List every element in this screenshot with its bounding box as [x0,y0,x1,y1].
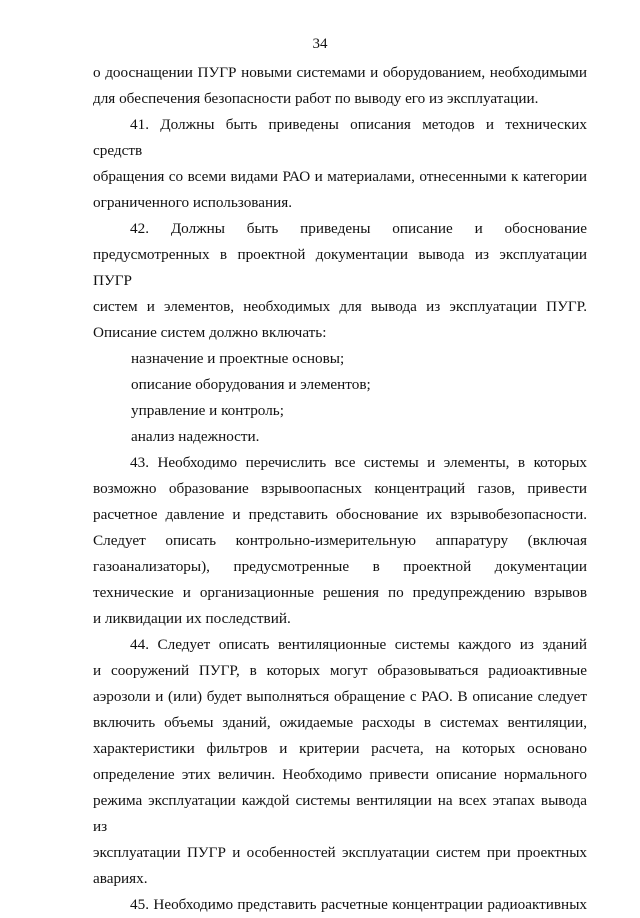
text-line: описание оборудования и элементов; [131,376,371,393]
text-line: Описание систем должно включать: [93,324,327,341]
text-line: назначение и проектные основы; [131,350,345,367]
text-line: определение этих величин. Необходимо привести описание нормального [93,766,587,783]
text-line: технические и организационные решения по предупреждению взрывов [93,584,587,601]
text-line: Следует описать контрольно-измерительную аппаратуру (включая [93,532,587,549]
text-line: режима эксплуатации каждой системы вентиляции на всех этапах вывода из [93,792,587,835]
text-line: ограниченного использования. [93,194,293,211]
text-line: возможно образование взрывоопасных концентраций газов, привести [93,480,587,497]
text-line: 42. Должны быть приведены описание и обоснование [130,220,587,237]
text-line: аэрозоли и (или) будет выполняться обращение с РАО. В описание следует [93,688,587,705]
text-line: 45. Необходимо представить расчетные концентрации радиоактивных [130,896,587,913]
text-line: расчетное давление и представить обоснование их взрывобезопасности. [93,506,587,523]
text-line: предусмотренных в проектной документации вывода из эксплуатации ПУГР [93,246,587,289]
text-line: 43. Необходимо перечислить все системы и элементы, в которых [130,454,587,471]
text-line: авариях. [93,870,148,887]
text-line: управление и контроль; [131,402,284,419]
text-line: 41. Должны быть приведены описания методов и технических средств [93,116,587,159]
document-body [93,60,587,918]
text-line: включить объемы зданий, ожидаемые расходы в системах вентиляции, [93,714,587,731]
text-line: систем и элементов, необходимых для вывода из эксплуатации ПУГР. [93,298,587,315]
text-line: обращения со всеми видами РАО и материалами, отнесенными к категории [93,168,587,185]
text-line: для обеспечения безопасности работ по выводу его из эксплуатации. [93,90,539,107]
text-line: характеристики фильтров и критерии расчета, на которых основано [93,740,587,757]
text-line: эксплуатации ПУГР и особенностей эксплуатации систем при проектных [93,844,587,861]
text-line: 44. Следует описать вентиляционные системы каждого из зданий [130,636,587,653]
page-number: 34 [312,36,328,52]
text-line: и ликвидации их последствий. [93,610,291,627]
text-line: газоанализаторы), предусмотренные в проектной документации [93,558,587,575]
text-line: анализ надежности. [131,428,260,445]
text-line: и сооружений ПУГР, в которых могут образовываться радиоактивные [93,662,587,679]
text-line: о дооснащении ПУГР новыми системами и оборудованием, необходимыми [93,64,587,81]
